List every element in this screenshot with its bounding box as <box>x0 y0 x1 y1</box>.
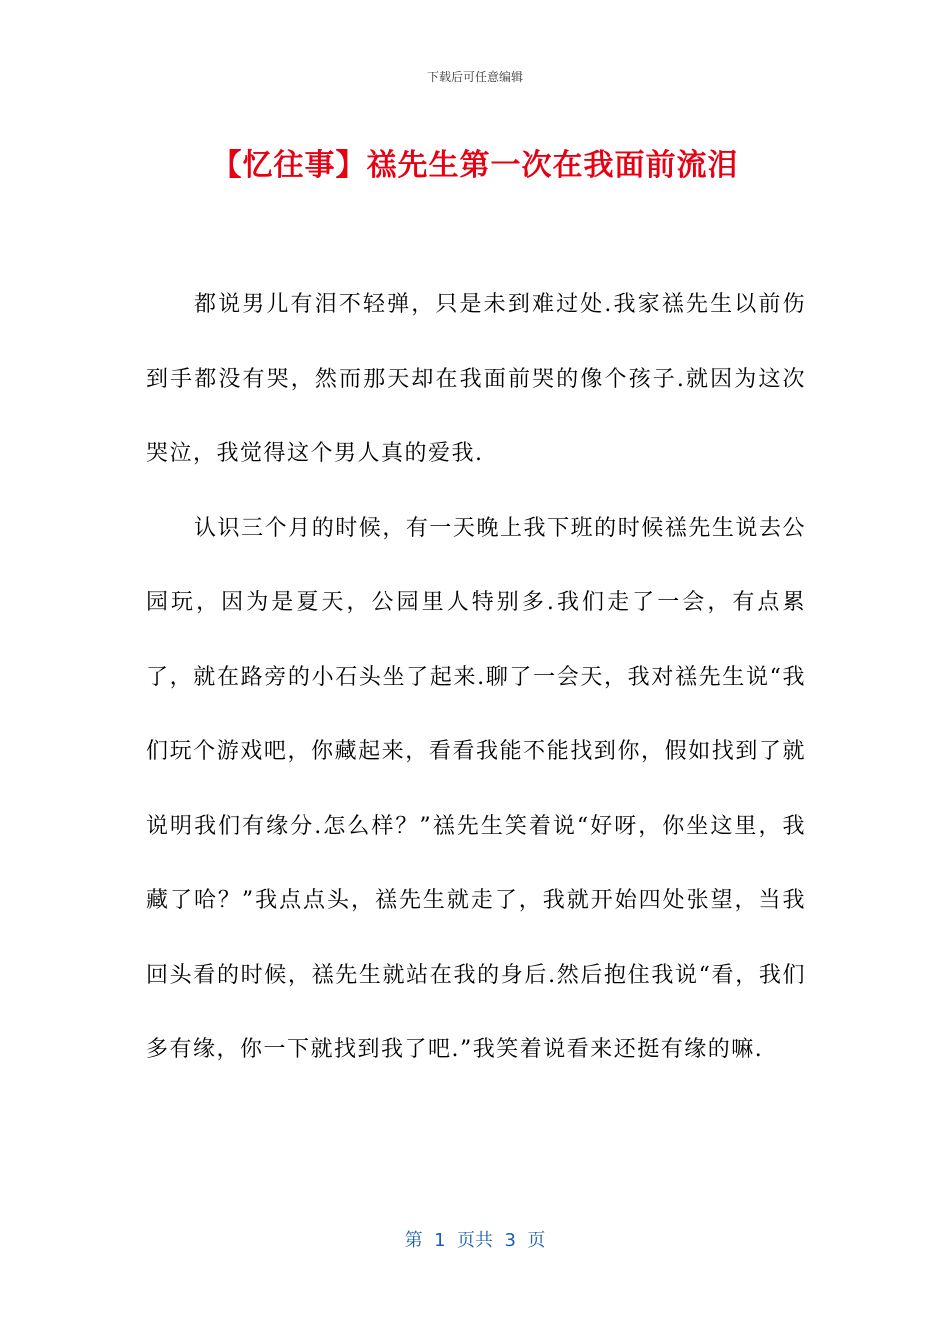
document-title: 【忆往事】禚先生第一次在我面前流泪 <box>211 148 739 183</box>
document-body <box>146 268 806 1088</box>
paragraph-1: 都说男儿有泪不轻弹，只是未到难过处.我家禚先生以前伤到手都没有哭，然而那天却在我面前哭的像个孩子.就因为这次哭泣，我觉得这个男人真的爱我. <box>146 292 806 466</box>
header-note: 下载后可任意编辑 <box>426 70 523 84</box>
paragraph-2: 认识三个月的时候，有一天晚上我下班的时候禚先生说去公园玩，因为是夏天，公园里人特别多.我们走了一会，有点累了，就在路旁的小石头坐了起来.聊了一会天，我对禚先生说“我们玩个游戏吧，你藏起来，看看我能不能找到你，假如找到了就说明我们有缘分.怎么样？”禚先生笑着说“好呀，你坐这里，我藏了哈？”我点点头，禚先生就走了，我就开始四处张望，当我回头看的时候，禚先生就站在我的身后.然后抱住我说“看，我们多有缘，你一下就找到我了吧.”我笑着说看来还挺有缘的嘛. <box>146 515 806 1062</box>
page-footer: 第 1 页共 3 页 <box>404 1230 546 1251</box>
